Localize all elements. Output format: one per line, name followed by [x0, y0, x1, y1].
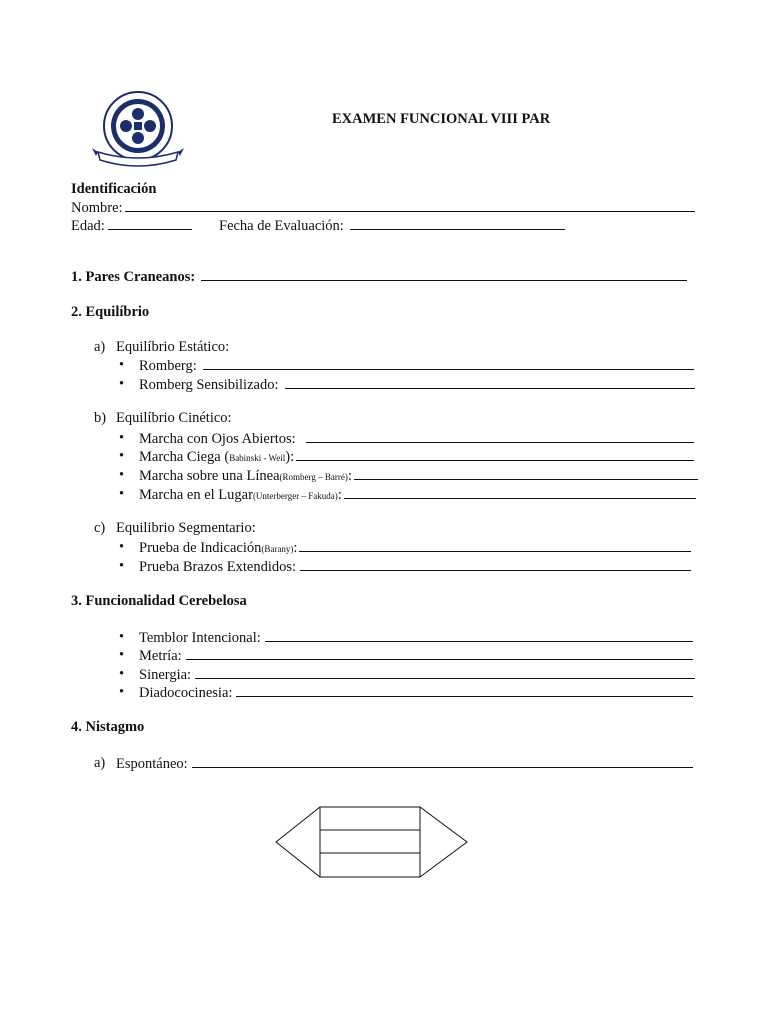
- item-note: (Unterberger – Fakuda): [252, 491, 338, 501]
- item-note: Babinski - Weil: [229, 453, 286, 463]
- temblor-field[interactable]: [119, 628, 693, 647]
- subsection-c-label: c): [94, 520, 106, 536]
- marcha-ojos-abiertos-field[interactable]: [119, 429, 694, 448]
- fecha-field[interactable]: [219, 216, 565, 235]
- item-line[interactable]: [299, 538, 691, 552]
- bullet-icon: •: [119, 486, 125, 502]
- section-1-heading: 1. Pares Craneanos:: [71, 269, 196, 285]
- subsection-b-title: Equilíbrio Cinético:: [116, 410, 232, 426]
- item-label: Marcha sobre una Línea: [139, 468, 280, 484]
- item-label: Prueba de Indicación: [139, 540, 262, 556]
- item-label: Marcha con Ojos Abiertos:: [139, 431, 296, 447]
- item-line[interactable]: [300, 557, 691, 571]
- subsection-a-title: Equilíbrio Estático:: [116, 339, 230, 355]
- nombre-line[interactable]: [125, 198, 695, 212]
- bullet-icon: •: [119, 558, 125, 574]
- item-suffix: ):: [285, 449, 295, 465]
- bullet-icon: •: [119, 357, 125, 373]
- item-line[interactable]: [354, 466, 698, 480]
- item-label: Diadococinesia:: [139, 685, 233, 701]
- item-line[interactable]: [306, 429, 694, 443]
- metria-field[interactable]: [119, 646, 693, 665]
- section-3-heading: 3. Funcionalidad Cerebelosa: [71, 593, 247, 609]
- item-label: Romberg:: [139, 358, 197, 374]
- marcha-linea-field[interactable]: [119, 466, 698, 486]
- sinergia-field[interactable]: [119, 665, 695, 684]
- item-label: Metría:: [139, 648, 182, 664]
- item-suffix: :: [347, 468, 352, 484]
- subsection-4a-label: a): [94, 755, 106, 771]
- item-suffix: :: [293, 540, 298, 556]
- item-line[interactable]: [344, 485, 696, 499]
- item-suffix: :: [337, 487, 342, 503]
- bullet-icon: •: [119, 430, 125, 446]
- bullet-icon: •: [119, 376, 125, 392]
- item-line[interactable]: [203, 356, 694, 370]
- prueba-brazos-field[interactable]: [119, 557, 691, 576]
- item-line[interactable]: [285, 375, 696, 389]
- espontaneo-field[interactable]: [116, 754, 693, 773]
- romberg-sensibilizado-field[interactable]: [119, 375, 695, 394]
- identification-heading: Identificación: [71, 181, 157, 197]
- bullet-icon: •: [119, 684, 125, 700]
- bullet-icon: •: [119, 467, 125, 483]
- espontaneo-label: Espontáneo:: [116, 756, 188, 772]
- item-label: Romberg Sensibilizado:: [139, 377, 279, 393]
- university-logo: [90, 90, 186, 170]
- edad-field[interactable]: [71, 216, 192, 235]
- item-line[interactable]: [195, 665, 695, 679]
- prueba-indicacion-field[interactable]: [119, 538, 691, 558]
- item-label: Temblor Intencional:: [139, 630, 261, 646]
- subsection-c-title: Equilibrio Segmentario:: [116, 520, 256, 536]
- item-line[interactable]: [236, 683, 693, 697]
- romberg-field[interactable]: [119, 356, 694, 375]
- section-2-heading: 2. Equilíbrio: [71, 304, 150, 320]
- pares-craneanos-field[interactable]: [71, 267, 687, 286]
- subsection-a-label: a): [94, 339, 106, 355]
- bullet-icon: •: [119, 647, 125, 663]
- item-label: Marcha Ciega (: [139, 449, 230, 465]
- item-label: Prueba Brazos Extendidos:: [139, 559, 297, 575]
- item-line[interactable]: [296, 447, 694, 461]
- bullet-icon: •: [119, 448, 125, 464]
- fecha-line[interactable]: [350, 216, 565, 230]
- section-4-heading: 4. Nistagmo: [71, 719, 145, 735]
- nombre-field[interactable]: [71, 198, 695, 217]
- item-note: (Romberg – Barré): [279, 472, 348, 482]
- espontaneo-line[interactable]: [192, 754, 693, 768]
- edad-line[interactable]: [108, 216, 192, 230]
- nystagmus-diagram: [273, 804, 469, 880]
- bullet-icon: •: [119, 629, 125, 645]
- bullet-icon: •: [119, 666, 125, 682]
- marcha-lugar-field[interactable]: [119, 485, 696, 505]
- pares-craneanos-line[interactable]: [201, 267, 687, 281]
- nombre-label: Nombre:: [71, 200, 123, 216]
- item-label: Sinergia:: [139, 667, 192, 683]
- fecha-label: Fecha de Evaluación:: [219, 218, 344, 234]
- marcha-ciega-field[interactable]: [119, 447, 694, 467]
- item-line[interactable]: [265, 628, 693, 642]
- item-line[interactable]: [186, 646, 693, 660]
- bullet-icon: •: [119, 539, 125, 555]
- page-title: EXAMEN FUNCIONAL VIII PAR: [332, 111, 551, 127]
- item-label: Marcha en el Lugar: [139, 487, 253, 503]
- diadococinesia-field[interactable]: [119, 683, 693, 702]
- item-note: (Barany): [261, 544, 294, 554]
- subsection-b-label: b): [94, 410, 107, 426]
- edad-label: Edad:: [71, 218, 105, 234]
